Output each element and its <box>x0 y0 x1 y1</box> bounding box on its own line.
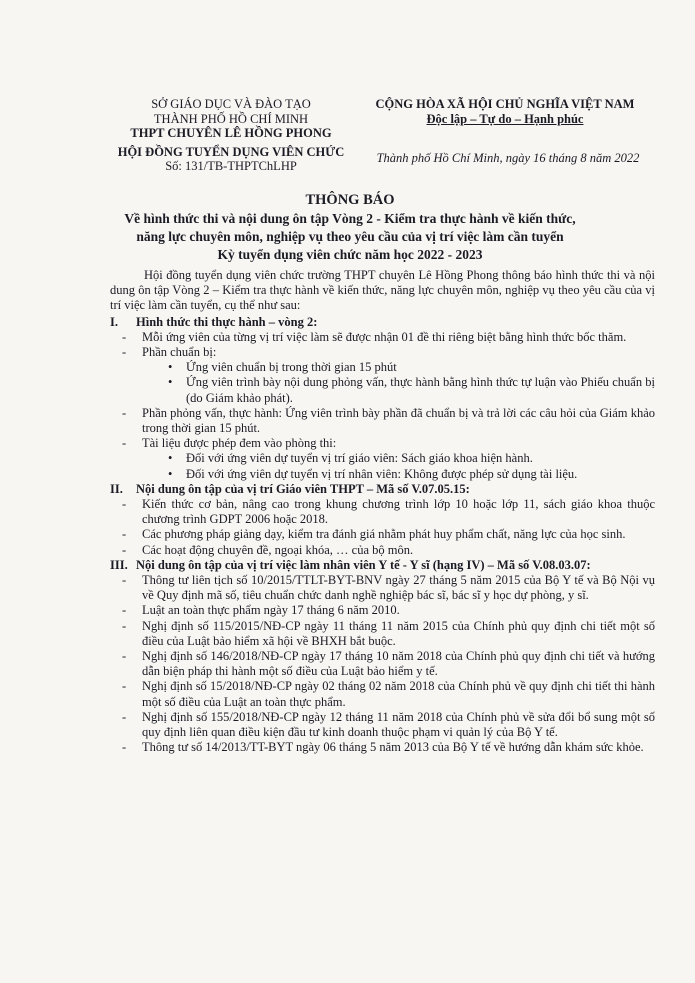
list-item: - Luật an toàn thực phẩm ngày 17 tháng 6 năm 2010. <box>110 603 655 618</box>
national-header <box>360 97 650 126</box>
intro-paragraph: Hội đồng tuyển dụng viên chức trường THPT chuyên Lê Hồng Phong thông báo hình thức thi và nội dung ôn tập Vòng 2 – Kiểm tra thực hành về kiến thức, năng lực chuyên môn, nghiệp vụ theo yêu cầu của vị trí việc làm cần tuyển, cụ thể như sau: <box>110 268 655 313</box>
list-item: - Nghị định số 155/2018/NĐ-CP ngày 12 tháng 11 năm 2018 của Chính phủ về sửa đổi bổ sung một số quy định liên quan điều kiện đầu tư kinh doanh thuộc phạm vi quản lý của Bộ Y tế. <box>110 710 655 740</box>
subtitle-line-1: Về hình thức thi và nội dung ôn tập Vòng 2 - Kiểm tra thực hành về kiến thức, <box>124 211 576 226</box>
list-item: - Thông tư liên tịch số 10/2015/TTLT-BYT-BNV ngày 27 tháng 5 năm 2015 của Bộ Y tế và Bộ Nội vụ về Quy định mã số, tiêu chuẩn chức danh nghề nghiệp bác sĩ, bác sĩ y học dự phòng, y sĩ. <box>110 573 655 603</box>
list-item: - Các phương pháp giảng dạy, kiểm tra đánh giá nhằm phát huy phẩm chất, năng lực của học sinh. <box>110 527 655 542</box>
issuer-department: SỞ GIÁO DỤC VÀ ĐÀO TẠO <box>151 97 311 111</box>
issuer-school: THPT CHUYÊN LÊ HỒNG PHONG <box>130 126 332 140</box>
list-item: - Kiến thức cơ bản, nâng cao trong khung chương trình lớp 10 hoặc lớp 11, sách giáo khoa thuộc chương trình GDPT 2006 hoặc 2018. <box>110 497 655 527</box>
list-item: - Mỗi ứng viên của từng vị trí việc làm sẽ được nhận 01 đề thi riêng biệt bằng hình thức bốc thăm. <box>110 330 655 345</box>
document-title: THÔNG BÁO <box>305 192 395 208</box>
subtitle-line-2: năng lực chuyên môn, nghiệp vụ theo yêu cầu của vị trí việc làm cần tuyển <box>136 229 564 244</box>
list-item: - Phần chuẩn bị: <box>110 345 655 360</box>
section-number: III. <box>110 557 128 572</box>
document-number: Số: 131/TB-THPTChLHP <box>165 159 297 173</box>
document-body <box>110 268 655 756</box>
issuer-block <box>100 97 362 174</box>
list-item: • Ứng viên chuẩn bị trong thời gian 15 phút <box>110 360 655 375</box>
list-item: - Tài liệu được phép đem vào phòng thi: <box>110 436 655 451</box>
list-item: - Thông tư số 14/2013/TT-BYT ngày 06 tháng 5 năm 2013 của Bộ Y tế về hướng dẫn khám sức khỏe. <box>110 740 655 755</box>
section-number: II. <box>110 481 123 496</box>
national-motto: Độc lập – Tự do – Hạnh phúc <box>426 111 584 126</box>
document-subtitle <box>40 210 660 264</box>
document-date: Thành phố Hồ Chí Minh, ngày 16 tháng 8 năm 2022 <box>376 151 640 165</box>
list-item: - Nghị định số 115/2015/NĐ-CP ngày 11 tháng 11 năm 2015 của Chính phủ quy định chi tiết một số điều của Luật bảo hiểm xã hội về BHXH bắt buộc. <box>110 619 655 649</box>
subtitle-line-3: Kỳ tuyển dụng viên chức năm học 2022 - 2023 <box>217 247 483 262</box>
section-heading-2 <box>110 482 655 497</box>
section-number: I. <box>110 314 118 329</box>
country-name: CỘNG HÒA XÃ HỘI CHỦ NGHĨA VIỆT NAM <box>375 97 635 111</box>
list-item: - Nghị định số 15/2018/NĐ-CP ngày 02 tháng 02 năm 2018 của Chính phủ về quy định chi tiết thi hành một số điều của Luật an toàn thực phẩm. <box>110 679 655 709</box>
list-item: - Phần phỏng vấn, thực hành: Ứng viên trình bày phần đã chuẩn bị và trả lời các câu hỏi của Giám khảo trong thời gian 15 phút. <box>110 406 655 436</box>
list-item: - Nghị định số 146/2018/NĐ-CP ngày 17 tháng 10 năm 2018 của Chính phủ quy định chi tiết và hướng dẫn biện pháp thi hành một số điều của Luật bảo hiểm y tế. <box>110 649 655 679</box>
issuer-council: HỘI ĐỒNG TUYỂN DỤNG VIÊN CHỨC <box>117 144 345 159</box>
issuer-city: THÀNH PHỐ HỒ CHÍ MINH <box>153 111 309 126</box>
list-item: • Đối với ứng viên dự tuyển vị trí nhân viên: Không được phép sử dụng tài liệu. <box>110 467 655 482</box>
section-heading-3 <box>110 558 655 573</box>
section-title: Hình thức thi thực hành – vòng 2: <box>136 314 318 329</box>
list-item: • Đối với ứng viên dự tuyển vị trí giáo viên: Sách giáo khoa hiện hành. <box>110 451 655 466</box>
list-item: • Ứng viên trình bày nội dung phỏng vấn, thực hành bằng hình thức tự luận vào Phiếu chuẩn bị (do Giám khảo phát). <box>110 375 655 405</box>
list-item: - Các hoạt động chuyên đề, ngoại khóa, … của bộ môn. <box>110 543 655 558</box>
section-title: Nội dung ôn tập của vị trí việc làm nhân viên Y tế - Y sĩ (hạng IV) – Mã số V.08.03.07: <box>136 557 591 572</box>
section-heading-1 <box>110 315 655 330</box>
section-title: Nội dung ôn tập của vị trí Giáo viên THPT – Mã số V.07.05.15: <box>136 481 470 496</box>
